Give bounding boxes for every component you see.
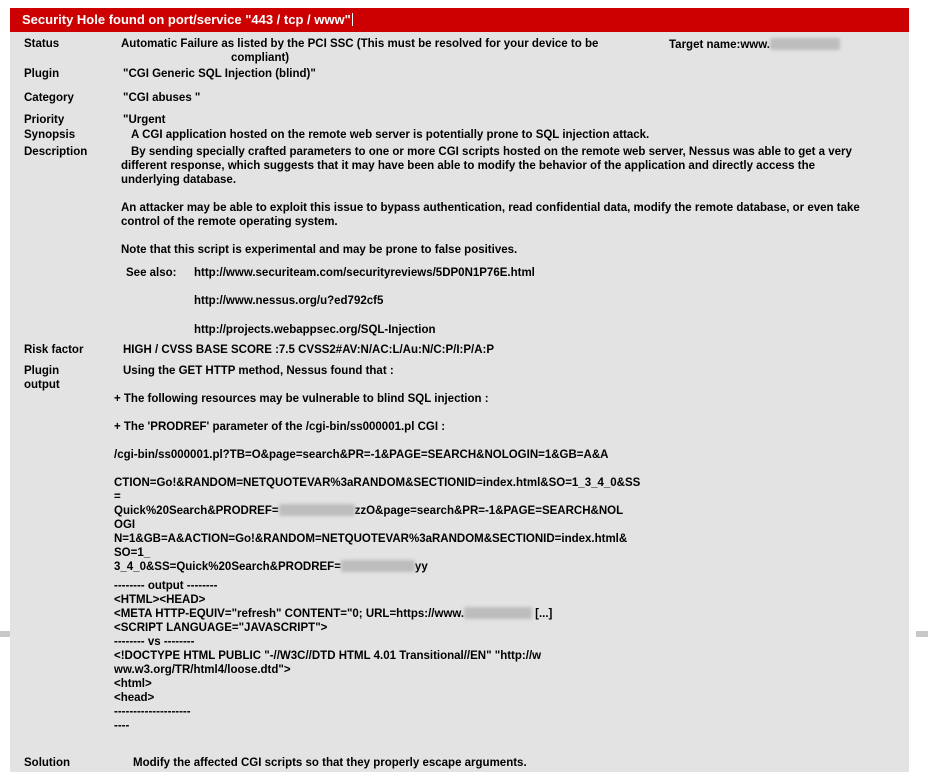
solution-label: Solution — [24, 757, 70, 769]
risk-factor-value: HIGH / CVSS BASE SCORE :7.5 CVSS2#AV:N/AC:L/Au:N/C:P/I:P/A:P — [123, 344, 495, 356]
plugin-output-intro: Using the GET HTTP method, Nessus found that : — [123, 365, 394, 377]
target-name-label: Target name:www. — [669, 39, 770, 51]
description-label: Description — [24, 146, 88, 158]
plugin-label: Plugin — [24, 68, 60, 80]
solution-value: Modify the affected CGI scripts so that they properly escape arguments. — [133, 757, 527, 769]
output-html-4: <!DOCTYPE HTML PUBLIC "-//W3C//DTD HTML 4.01 Transitional//EN" "http://w — [114, 650, 542, 662]
right-edge-marker — [916, 631, 928, 637]
url-line-8-end: yy — [414, 561, 428, 573]
text-cursor — [352, 13, 353, 26]
report-title-bar — [10, 8, 909, 32]
output-dash-2: ---- — [114, 720, 130, 732]
status-label: Status — [24, 38, 60, 50]
url-line-8 — [114, 560, 428, 574]
output-html-5: ww.w3.org/TR/html4/loose.dtd"> — [114, 664, 291, 676]
url-line-7: SO=1_ — [114, 547, 151, 559]
url-line-3: = — [114, 491, 121, 503]
target-name — [669, 38, 840, 52]
plugin-output-vuln-line: + The following resources may be vulnerable to blind SQL injection : — [114, 393, 489, 405]
status-value-cont: compliant) — [231, 52, 290, 64]
plugin-value: "CGI Generic SQL Injection (blind)" — [123, 68, 316, 80]
category-label: Category — [24, 92, 74, 104]
see-also-link-3[interactable]: http://projects.webappsec.org/SQL-Injection — [194, 324, 436, 336]
redacted-hostname — [770, 38, 840, 50]
risk-factor-label: Risk factor — [24, 344, 84, 356]
description-p2-line1: An attacker may be able to exploit this issue to bypass authentication, read confidential data, modify the remote database, or even take — [121, 202, 860, 214]
description-p1-line3: underlying database. — [121, 174, 237, 186]
see-also-link-1[interactable]: http://www.securiteam.com/securityreviews/5DP0N1P76E.html — [194, 267, 535, 279]
description-p3: Note that this script is experimental and may be prone to false positives. — [121, 244, 518, 256]
output-dash-1: -------------------- — [114, 706, 191, 718]
priority-value: "Urgent — [123, 114, 166, 126]
output-html-2-start: <META HTTP-EQUIV="refresh" CONTENT="0; URL=https://www. — [114, 608, 465, 620]
description-p1-line2: different response, which suggests that it may have been able to modify the behavior of the application and directly access the — [121, 160, 815, 172]
output-marker: -------- output -------- — [114, 580, 218, 592]
url-line-8-start: 3_4_0&SS=Quick%20Search&PRODREF= — [114, 561, 341, 573]
plugin-output-param-line: + The 'PRODREF' parameter of the /cgi-bin/ss000001.pl CGI : — [114, 421, 446, 433]
vs-marker: -------- vs -------- — [114, 636, 195, 648]
url-line-4-start: Quick%20Search&PRODREF= — [114, 505, 279, 517]
url-line-2: CTION=Go!&RANDOM=NETQUOTEVAR%3aRANDOM&SECTIONID=index.html&SO=1_3_4_0&SS — [114, 477, 641, 489]
url-line-5: OGI — [114, 519, 136, 531]
output-html-6: <html> — [114, 678, 152, 690]
vulnerability-report — [10, 8, 909, 772]
output-html-2-ellipsis: [...] — [535, 608, 553, 620]
redacted-prodref-1 — [279, 504, 355, 516]
output-html-7: <head> — [114, 692, 155, 704]
redacted-prodref-2 — [341, 560, 415, 572]
url-line-1: /cgi-bin/ss000001.pl?TB=O&page=search&PR=-1&PAGE=SEARCH&NOLOGIN=1&GB=A&A — [114, 449, 609, 461]
synopsis-label: Synopsis — [24, 129, 76, 141]
output-html-2 — [114, 607, 552, 621]
description-p2-line2: control of the remote operating system. — [121, 216, 338, 228]
url-line-6: N=1&GB=A&ACTION=Go!&RANDOM=NETQUOTEVAR%3aRANDOM&SECTIONID=index.html& — [114, 533, 628, 545]
output-html-3: <SCRIPT LANGUAGE="JAVASCRIPT"> — [114, 622, 328, 634]
plugin-output-label-1: Plugin — [24, 365, 60, 377]
plugin-output-label-2: output — [24, 379, 60, 391]
description-p1-line1: By sending specially crafted parameters to one or more CGI scripts hosted on the remote web server, Nessus was able to get a very — [131, 146, 852, 158]
report-title: Security Hole found on port/service "443 / tcp / www" — [22, 12, 351, 27]
priority-label: Priority — [24, 114, 65, 126]
see-also-label: See also: — [126, 267, 177, 279]
see-also-link-2[interactable]: http://www.nessus.org/u?ed792cf5 — [194, 295, 384, 307]
output-html-1: <HTML><HEAD> — [114, 594, 206, 606]
redacted-hostname-2 — [464, 607, 532, 619]
status-value: Automatic Failure as listed by the PCI SSC (This must be resolved for your device to be — [121, 38, 599, 50]
category-value: "CGI abuses " — [123, 92, 201, 104]
url-line-4-end: zzO&page=search&PR=-1&PAGE=SEARCH&NOL — [354, 505, 624, 517]
synopsis-value: A CGI application hosted on the remote web server is potentially prone to SQL injection attack. — [131, 129, 650, 141]
url-line-4 — [114, 504, 623, 518]
